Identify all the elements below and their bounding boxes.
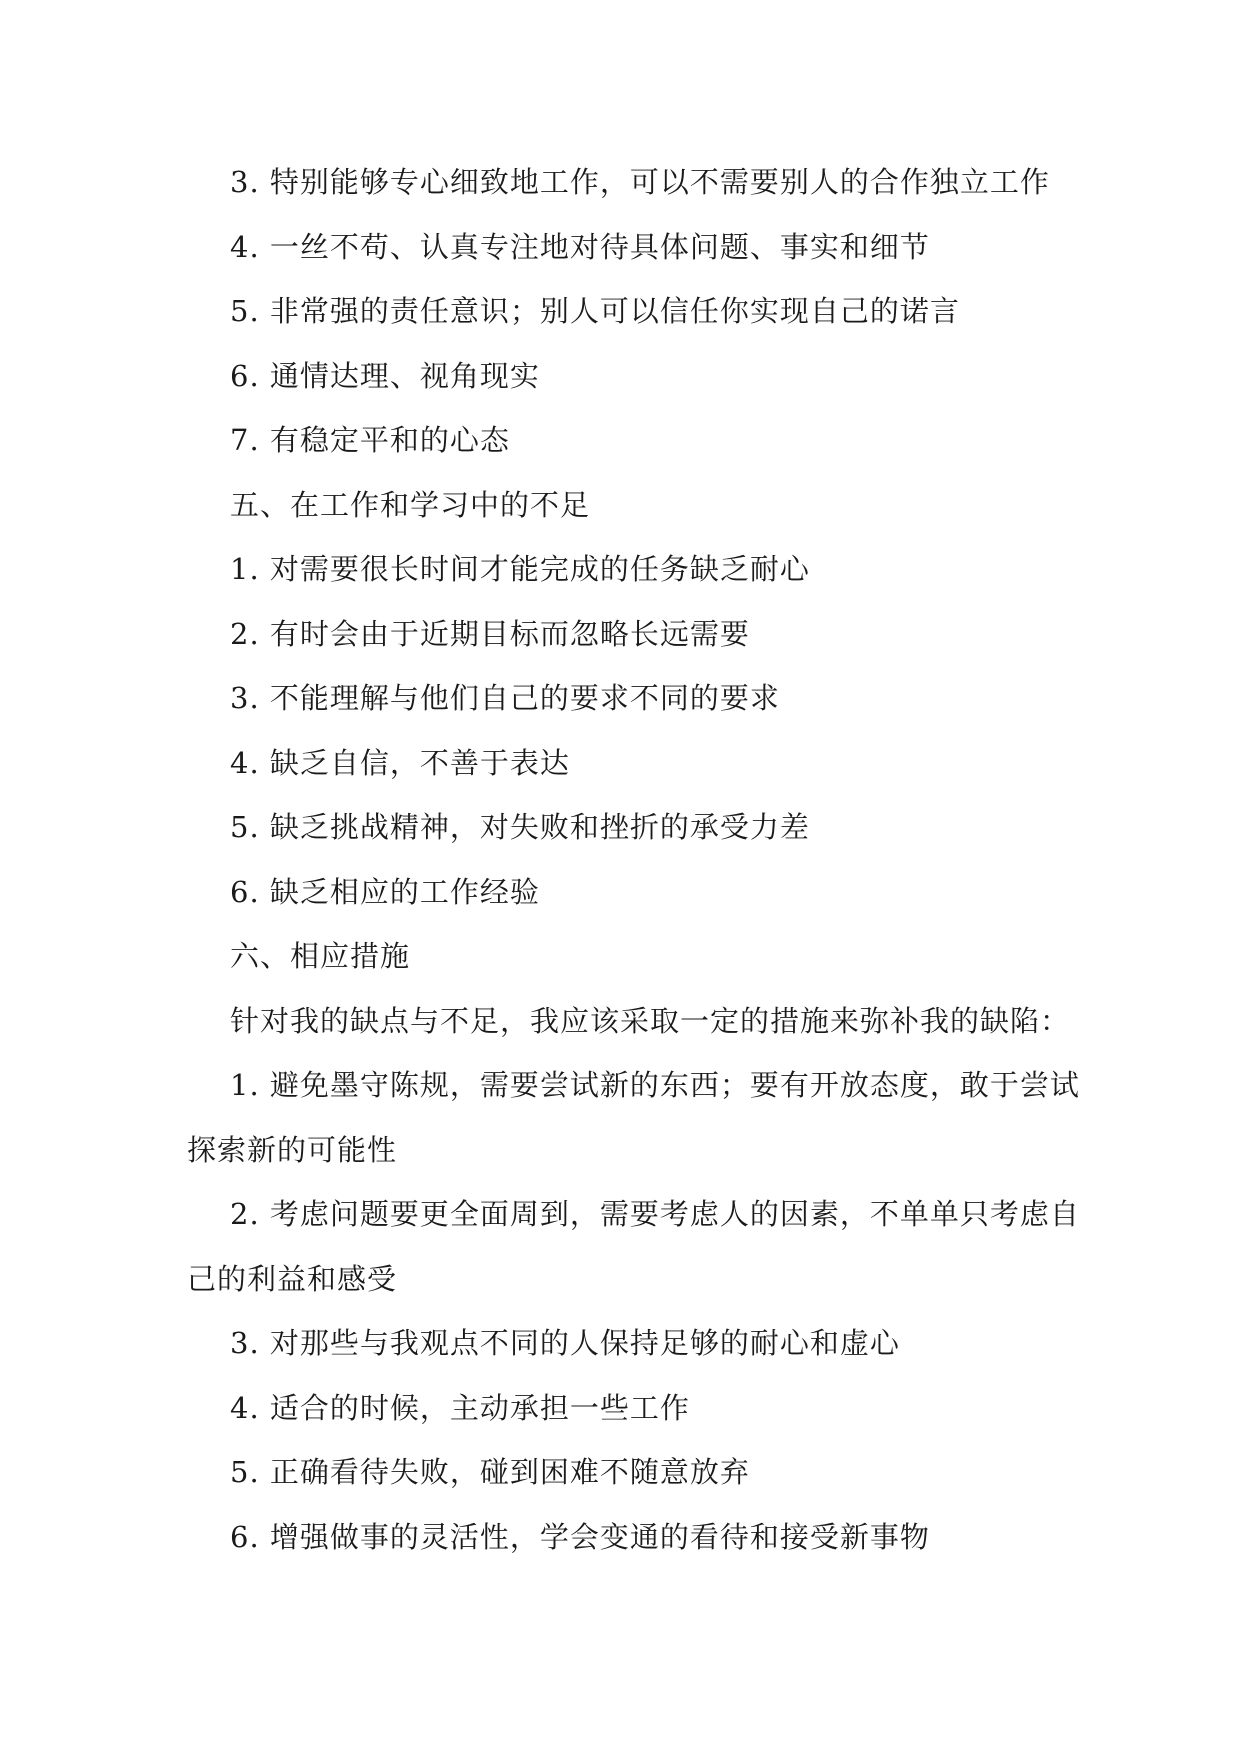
shortcoming-item-6: 6. 缺乏相应的工作经验 xyxy=(230,875,540,909)
strength-item-7: 7. 有稳定平和的心态 xyxy=(230,423,510,457)
shortcoming-item-3: 3. 不能理解与他们自己的要求不同的要求 xyxy=(230,681,780,715)
measure-item-1: 1. 避免墨守陈规，需要尝试新的东西；要有开放态度，敢于尝试 xyxy=(230,1068,1080,1102)
strength-item-5: 5. 非常强的责任意识；别人可以信任你实现自己的诺言 xyxy=(230,294,960,328)
shortcoming-item-5: 5. 缺乏挑战精神，对失败和挫折的承受力差 xyxy=(230,810,810,844)
shortcoming-item-1: 1. 对需要很长时间才能完成的任务缺乏耐心 xyxy=(230,552,810,586)
strength-item-4: 4. 一丝不苟、认真专注地对待具体问题、事实和细节 xyxy=(230,230,930,264)
measures-intro: 针对我的缺点与不足，我应该采取一定的措施来弥补我的缺陷： xyxy=(230,1004,1071,1038)
strength-item-6: 6. 通情达理、视角现实 xyxy=(230,359,540,393)
shortcoming-item-2: 2. 有时会由于近期目标而忽略长远需要 xyxy=(230,617,750,651)
measure-item-4: 4. 适合的时候，主动承担一些工作 xyxy=(230,1391,690,1425)
measure-item-2: 2. 考虑问题要更全面周到，需要考虑人的因素，不单单只考虑自 xyxy=(230,1197,1080,1231)
measure-item-3: 3. 对那些与我观点不同的人保持足够的耐心和虚心 xyxy=(230,1326,900,1360)
section-heading-shortcomings: 五、在工作和学习中的不足 xyxy=(230,488,591,522)
strength-item-3: 3. 特别能够专心细致地工作，可以不需要别人的合作独立工作 xyxy=(230,165,1050,199)
measure-item-5: 5. 正确看待失败，碰到困难不随意放弃 xyxy=(230,1455,750,1489)
shortcoming-item-4: 4. 缺乏自信，不善于表达 xyxy=(230,746,570,780)
section-heading-measures: 六、相应措施 xyxy=(230,939,411,973)
measure-item-2-continued: 己的利益和感受 xyxy=(187,1262,398,1296)
measure-item-1-continued: 探索新的可能性 xyxy=(187,1133,398,1167)
measure-item-6: 6. 增强做事的灵活性，学会变通的看待和接受新事物 xyxy=(230,1520,930,1554)
